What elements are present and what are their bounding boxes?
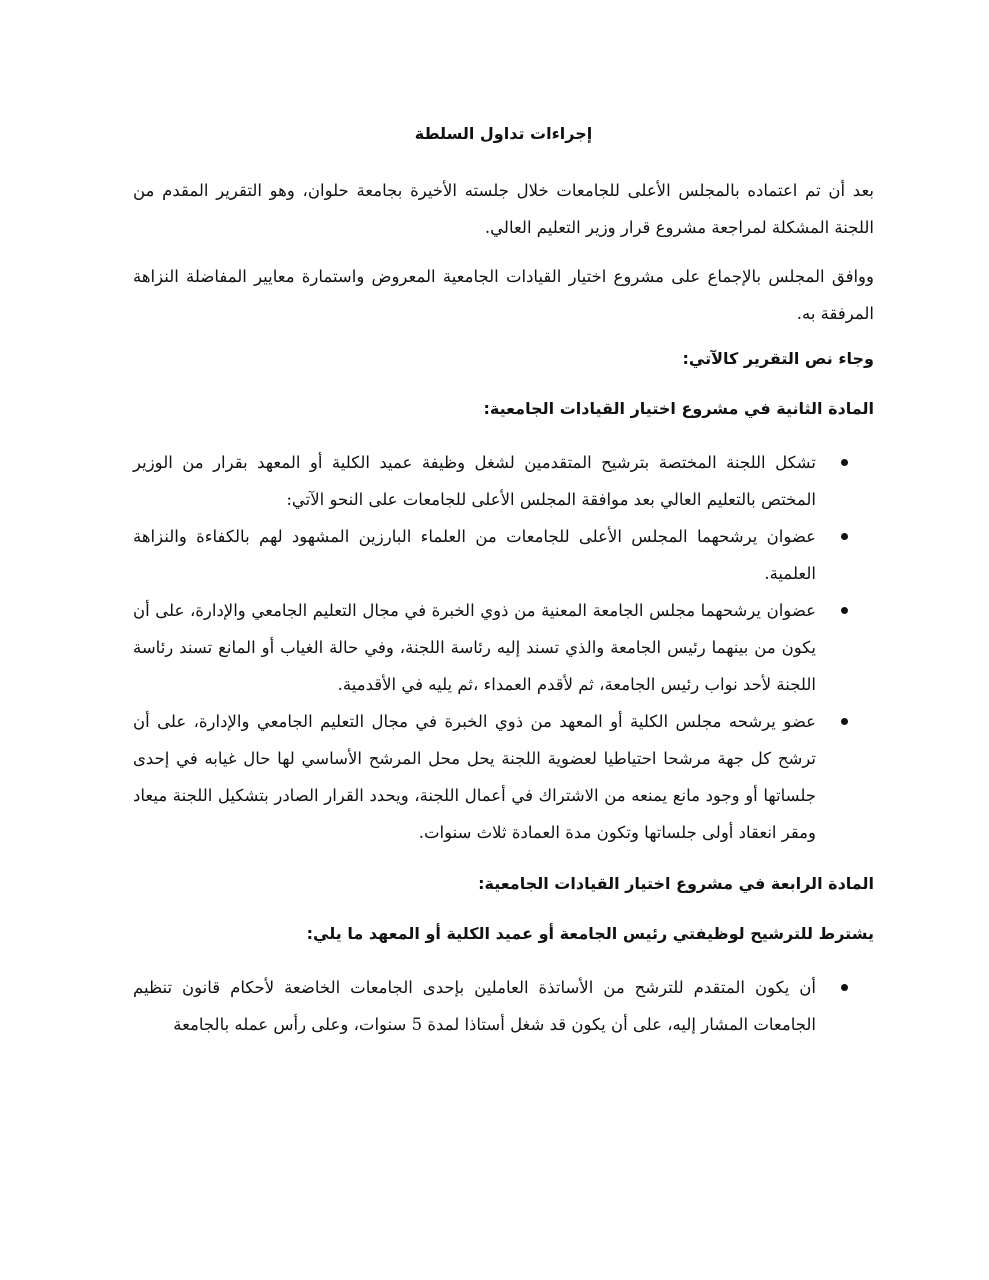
bullet-icon [841,984,848,991]
list-item [133,518,816,592]
intro-paragraph-2: ووافق المجلس بالإجماع على مشروع اختيار القيادات الجامعية المعروض واستمارة معايير المفاضلة النزاهة المرفقة به. [133,267,874,323]
list-item [133,969,816,1043]
list-item [133,444,816,518]
article-2-heading: المادة الثانية في مشروع اختيار القيادات الجامعية: [483,399,874,418]
list-item [133,703,816,851]
list-item-text: تشكل اللجنة المختصة بترشيح المتقدمين لشغل وظيفة عميد الكلية أو المعهد بقرار من الوزير المختص بالتعليم العالي بعد موافقة المجلس الأعلى للجامعات على النحو الآتي: [133,453,816,509]
intro-paragraph-1: بعد أن تم اعتماده بالمجلس الأعلى للجامعات خلال جلسته الأخيرة بجامعة حلوان، وهو التقرير المقدم من اللجنة المشكلة لمراجعة مشروع قرار وزير التعليم العالي. [133,181,874,237]
article-2-list [133,444,874,851]
article-4-list [133,969,874,1043]
report-heading: وجاء نص التقرير كالآتي: [682,349,874,368]
list-item-text: عضو يرشحه مجلس الكلية أو المعهد من ذوي الخبرة في مجال التعليم الجامعي والإدارة، على أن ترشح كل جهة مرشحا احتياطيا لعضوية اللجنة يحل محل المرشح الأساسي لها حال غيابه في إحدى جلساتها أو وجود مانع يمنعه من الاشتراك في أعمال اللجنة، ويحدد القرار الصادر بتشكيل اللجنة ميعاد ومقر انعقاد أولى جلساتها وتكون مدة العمادة ثلاث سنوات. [133,712,816,842]
list-item-text: عضوان يرشحهما المجلس الأعلى للجامعات من العلماء البارزين المشهود لهم بالكفاءة والنزاهة العلمية. [133,527,816,583]
bullet-icon [841,459,848,466]
article-4-heading: المادة الرابعة في مشروع اختيار القيادات الجامعية: [478,874,874,893]
article-4-subheading: يشترط للترشيح لوظيفتي رئيس الجامعة أو عميد الكلية أو المعهد ما يلي: [306,924,874,943]
bullet-icon [841,718,848,725]
list-item [133,592,816,703]
list-item-text: عضوان يرشحهما مجلس الجامعة المعنية من ذوي الخبرة في مجال التعليم الجامعي والإدارة، على أن يكون من بينهما رئيس الجامعة والذي تسند إليه رئاسة اللجنة، وفي حالة الغياب أو المانع تسند رئاسة اللجنة لأحد نواب رئيس الجامعة، ثم لأقدم العمداء ،ثم يليه في الأقدمية. [133,601,816,694]
list-item-text: أن يكون المتقدم للترشح من الأساتذة العاملين بإحدى الجامعات الخاضعة لأحكام قانون تنظيم الجامعات المشار إليه، على أن يكون قد شغل أستاذا لمدة 5 سنوات، وعلى رأس عمله بالجامعة [133,978,816,1034]
document-title: إجراءات تداول السلطة [414,124,593,143]
bullet-icon [841,533,848,540]
bullet-icon [841,607,848,614]
